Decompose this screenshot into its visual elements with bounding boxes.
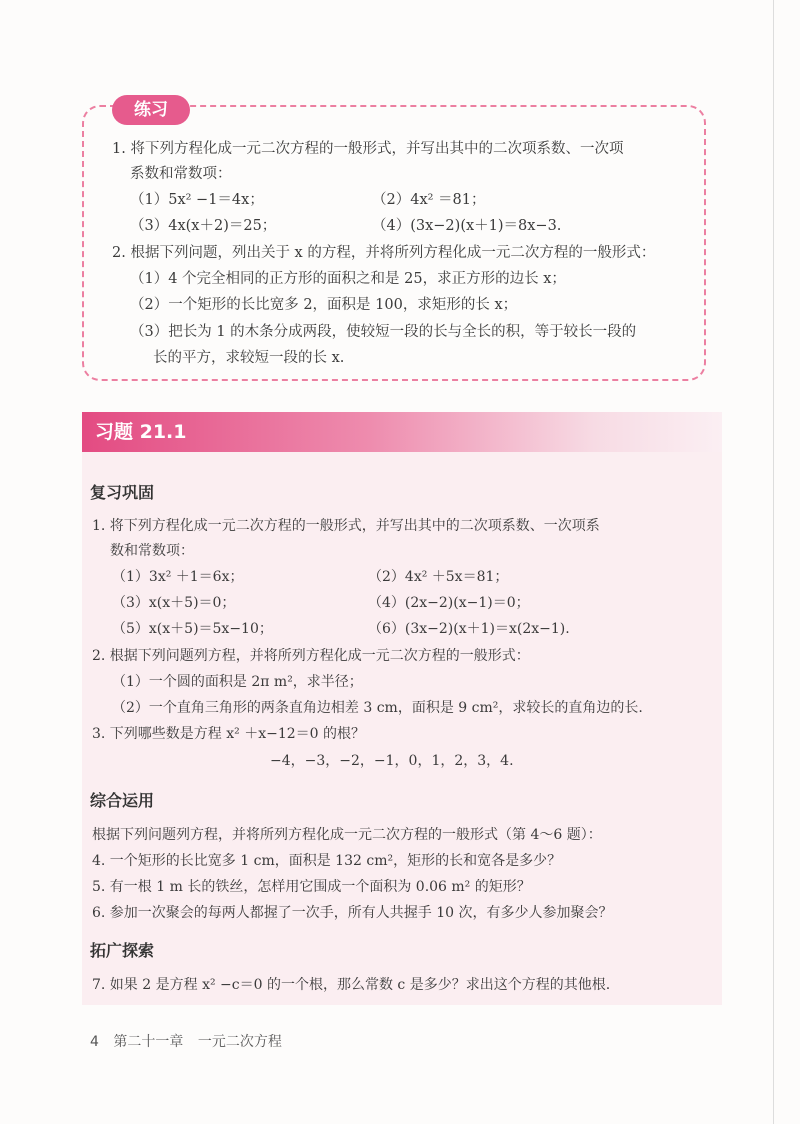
practice-q2-item1: （1）4 个完全相同的正方形的面积之和是 25，求正方形的边长 x； (130, 271, 566, 287)
chapter-title: 一元二次方程 (197, 1034, 282, 1050)
practice-q1-line2: 系数和常数项： (130, 166, 232, 182)
section-review-heading: 复习巩固 (90, 483, 155, 502)
section-apply-heading: 综合运用 (90, 791, 155, 810)
exercise-apply-intro: 根据下列问题列方程，并将所列方程化成一元二次方程的一般形式（第 4～6 题）： (92, 827, 602, 843)
exercise-q3-numbers: −4，−3，−2，−1，0，1，2，3，4. (270, 753, 514, 769)
practice-q1-line1: 1. 将下列方程化成一元二次方程的一般形式，并写出其中的二次项系数、一次项 (112, 141, 624, 157)
exercise-q7: 7. 如果 2 是方程 x² −c＝0 的一个根，那么常数 c 是多少？求出这个方程的其他根. (92, 977, 611, 993)
practice-q2-item2: （2）一个矩形的长比宽多 2，面积是 100，求矩形的长 x； (130, 297, 518, 313)
exercise-q1-line2: 数和常数项： (110, 543, 194, 559)
exercise-title: 习题 21.1 (95, 421, 187, 443)
exercise-q2-item2: （2）一个直角三角形的两条直角边相差 3 cm，面积是 9 cm²，求较长的直角边的长. (112, 700, 643, 716)
practice-q1-item2: （2）4x² ＝81； (372, 192, 486, 208)
practice-q1-item4: （4）(3x−2)(x＋1)＝8x−3. (372, 218, 562, 234)
exercise-q1-item5: （5）x(x＋5)＝5x−10； (112, 621, 273, 637)
exercise-q1-item4: （4）(2x−2)(x−1)＝0； (368, 595, 530, 611)
exercise-q1-item3: （3）x(x＋5)＝0； (112, 595, 236, 611)
practice-q2-item3-line2: 长的平方，求较短一段的长 x. (153, 350, 345, 366)
chapter-number: 第二十一章 (113, 1034, 184, 1050)
exercise-q4: 4. 一个矩形的长比宽多 1 cm，面积是 132 cm²，矩形的长和宽各是多少？ (92, 853, 562, 869)
exercise-q2-line1: 2. 根据下列问题列方程，并将所列方程化成一元二次方程的一般形式： (92, 648, 530, 664)
exercise-q6: 6. 参加一次聚会的每两人都握了一次手，所有人共握手 10 次，有多少人参加聚会？ (92, 905, 613, 921)
page-footer (90, 1031, 292, 1051)
practice-q2-item3-line1: （3）把长为 1 的木条分成两段，使较短一段的长与全长的积，等于较长一段的 (130, 324, 637, 340)
practice-q1-item1: （1）5x² −1＝4x； (130, 192, 264, 208)
practice-q1-item3: （3）4x(x＋2)＝25； (130, 218, 277, 234)
exercise-q5: 5. 有一根 1 m 长的铁丝，怎样用它围成一个面积为 0.06 m² 的矩形？ (92, 879, 531, 895)
exercise-q1-item1: （1）3x² ＋1＝6x； (112, 569, 244, 585)
page-edge-line (773, 0, 774, 1124)
exercise-q1-item6: （6）(3x−2)(x＋1)＝x(2x−1). (368, 621, 570, 637)
practice-q2-line1: 2. 根据下列问题，列出关于 x 的方程，并将所列方程化成一元二次方程的一般形式： (112, 245, 656, 261)
section-extend-heading: 拓广探索 (90, 941, 155, 960)
practice-tag: 练习 (112, 95, 190, 125)
exercise-q3-line1: 3. 下列哪些数是方程 x² ＋x−12＝0 的根？ (92, 726, 366, 742)
page-number: 4 (90, 1034, 99, 1050)
exercise-q1-line1: 1. 将下列方程化成一元二次方程的一般形式，并写出其中的二次项系数、一次项系 (92, 518, 600, 534)
exercise-q2-item1: （1）一个圆的面积是 2π m²，求半径； (112, 674, 363, 690)
exercise-q1-item2: （2）4x² ＋5x＝81； (368, 569, 509, 585)
